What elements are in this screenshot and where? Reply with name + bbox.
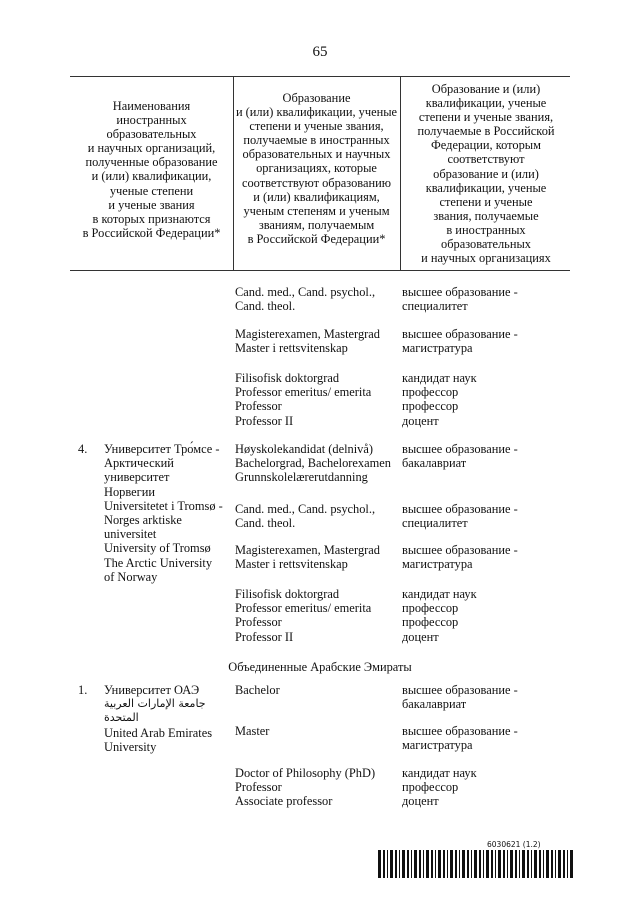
russian-equivalent: высшее образование - магистратура xyxy=(402,327,518,356)
organization-name-en: United Arab Emirates University xyxy=(104,725,213,754)
entry-number: 4. xyxy=(78,442,88,456)
organization-name: Университет Тро́мсе - Арктический университет Норвегии Universitetet i Tromsø - Norges arktiske universitet University of Tromsø The Arctic University of Norway xyxy=(104,442,223,584)
header-divider-1 xyxy=(233,76,234,270)
russian-equivalent: кандидат наук профессор профессор доцент xyxy=(402,587,477,644)
foreign-qualification: Master xyxy=(235,724,270,738)
foreign-qualification: Magisterexamen, Mastergrad Master i rettsvitenskap xyxy=(235,543,380,572)
russian-equivalent: высшее образование - магистратура xyxy=(402,543,518,572)
foreign-qualification: Filisofisk doktorgrad Professor emeritus/ emerita Professor Professor II xyxy=(235,587,372,644)
barcode-caption: 6030621 (1.2) xyxy=(487,840,541,849)
foreign-qualification: Cand. med., Cand. psychol., Cand. theol. xyxy=(235,285,376,314)
header-foreign-qualifications: Образование и (или) квалификации, ученые степени и ученые звания, получаемые в иностранных образовательных и научных организациях, которые соответствуют образованию и (или) квалификациям, ученым степеням и ученым званиям, получаемым в Российской Федерации* xyxy=(235,91,398,246)
russian-equivalent: высшее образование - магистратура xyxy=(402,724,518,753)
header-foreign-organizations: Наименования иностранных образовательных и научных организаций, полученные образование и (или) квалификации, ученые степени и ученые звания в которых признаются в Российской Федерации* xyxy=(82,99,221,240)
russian-equivalent: кандидат наук профессор профессор доцент xyxy=(402,371,477,428)
header-russian-qualifications: Образование и (или) квалификации, ученые степени и ученые звания, получаемые в Российской Федерации, которым соответствуют образование и (или) квалификации, ученые степени и ученые звания, получаемые в иностранных образовательных и научных организациях xyxy=(417,82,555,266)
foreign-qualification: Doctor of Philosophy (PhD) Professor Associate professor xyxy=(235,766,376,809)
entry-number: 1. xyxy=(78,683,88,697)
russian-equivalent: высшее образование - бакалавриат xyxy=(402,683,518,712)
russian-equivalent: кандидат наук профессор доцент xyxy=(402,766,477,809)
page-number: 65 xyxy=(312,44,328,60)
foreign-qualification: Cand. med., Cand. psychol., Cand. theol. xyxy=(235,502,376,531)
organization-name xyxy=(104,683,228,754)
section-title: Объединенные Арабские Эмираты xyxy=(228,660,412,674)
foreign-qualification: Magisterexamen, Mastergrad Master i rettsvitenskap xyxy=(235,327,380,356)
organization-name-ar: جامعة الإمارات العربية المتحدة xyxy=(104,697,206,725)
russian-equivalent: высшее образование - специалитет xyxy=(402,502,518,531)
foreign-qualification: Bachelor xyxy=(235,683,280,697)
table-top-rule xyxy=(70,76,570,77)
organization-name-ru: Университет ОАЭ xyxy=(104,683,200,697)
foreign-qualification: Filisofisk doktorgrad Professor emeritus/ emerita Professor Professor II xyxy=(235,371,372,428)
russian-equivalent: высшее образование - бакалавриат xyxy=(402,442,518,471)
barcode-image xyxy=(378,850,573,878)
header-divider-2 xyxy=(400,76,401,270)
foreign-qualification: Høyskolekandidat (delnivå) Bachelorgrad, Bachelorexamen Grunnskolelærerutdanning xyxy=(235,442,391,485)
russian-equivalent: высшее образование - специалитет xyxy=(402,285,518,314)
table-header-bottom-rule xyxy=(70,270,570,271)
